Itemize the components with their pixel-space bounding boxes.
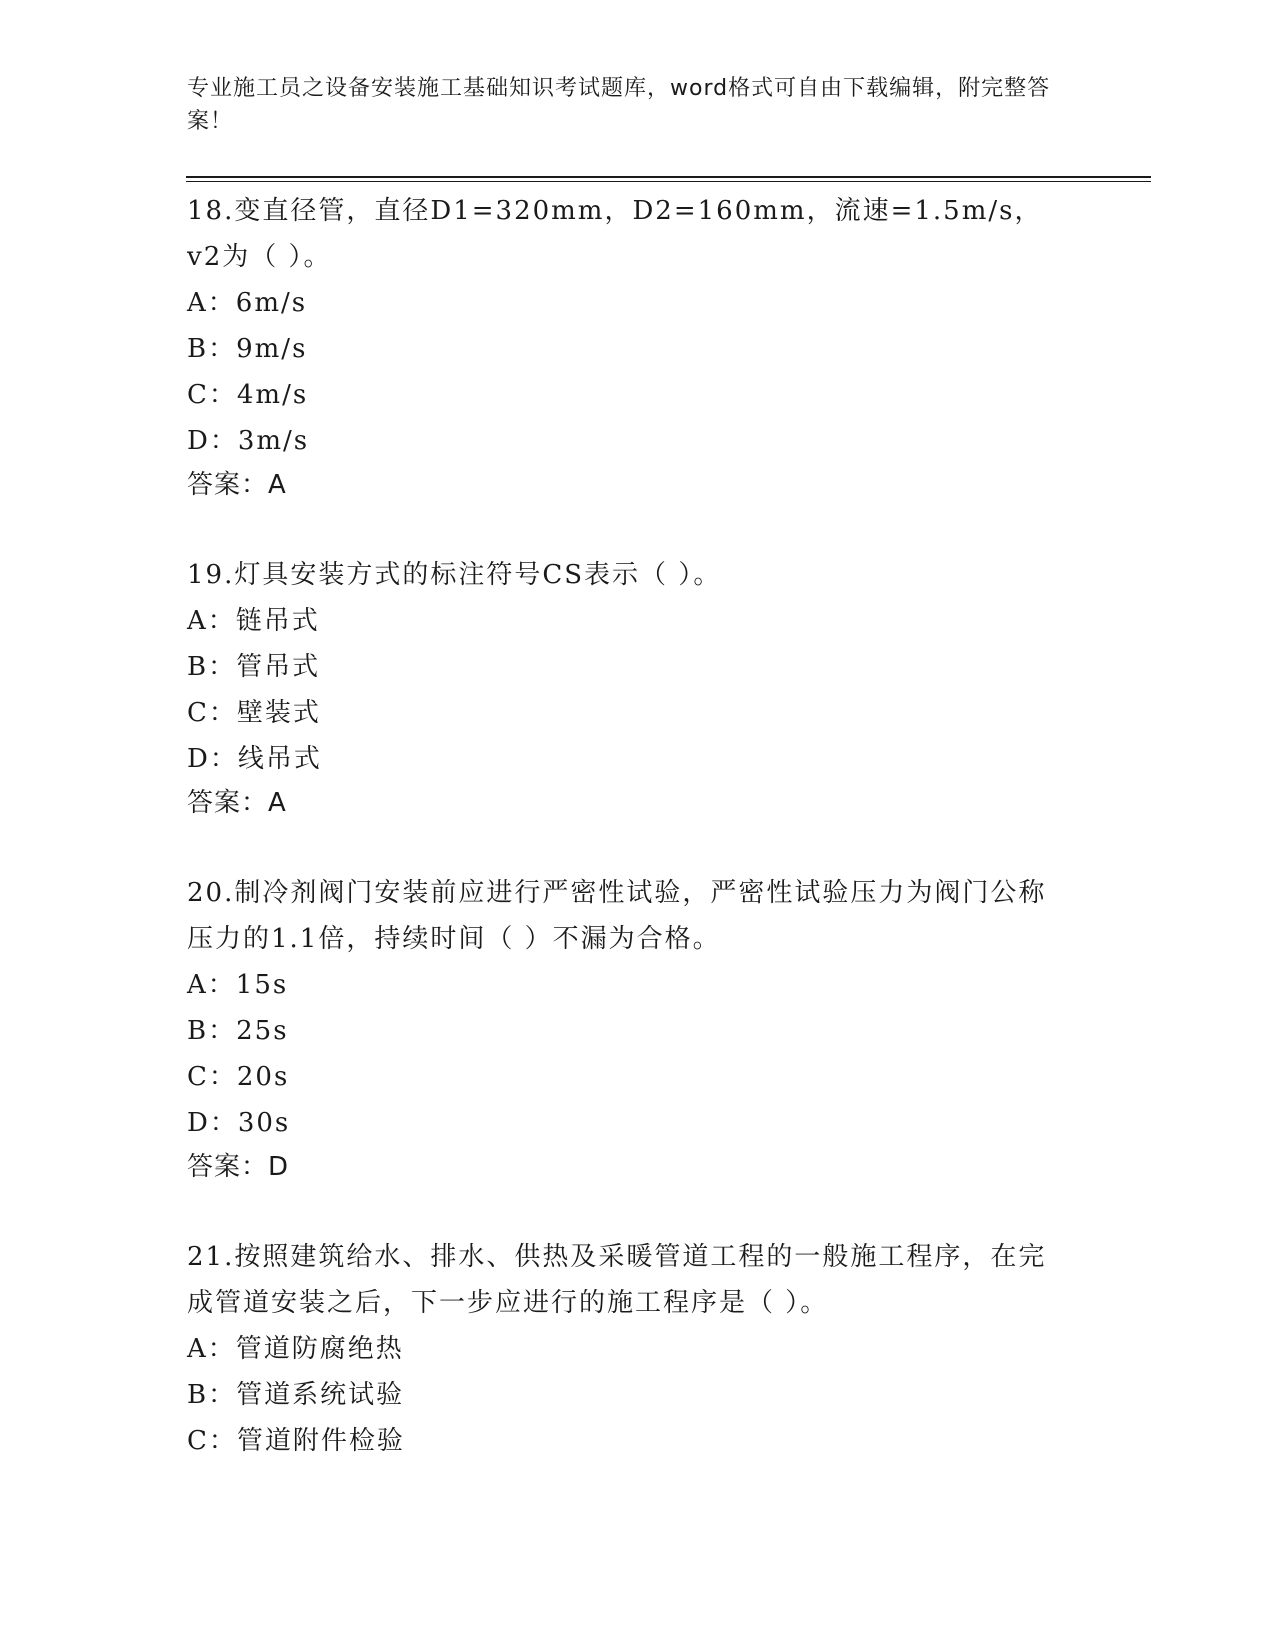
answer: 答案：D (187, 1152, 290, 1182)
option-d: D：线吊式 (187, 744, 322, 774)
header-divider-thin (186, 181, 1151, 182)
question-18 (187, 188, 1087, 506)
answer: 答案：A (187, 470, 287, 500)
option-b: B：管吊式 (187, 652, 321, 682)
answer: 答案：A (187, 788, 287, 818)
question-21 (187, 1234, 1087, 1464)
question-stem: 20.制冷剂阀门安装前应进行严密性试验，严密性试验压力为阀门公称压力的1.1倍，持续时间（ ）不漏为合格。 (187, 878, 1047, 954)
header-divider (186, 176, 1151, 178)
question-stem: 21.按照建筑给水、排水、供热及采暖管道工程的一般施工程序，在完成管道安装之后，下一步应进行的施工程序是（ ）。 (187, 1242, 1047, 1318)
question-stem: 18.变直径管，直径D1=320mm，D2=160mm，流速=1.5m/s，v2为（ ）。 (187, 196, 1043, 272)
option-c: C：4m/s (187, 380, 309, 410)
option-b: B：25s (187, 1016, 289, 1046)
option-c: C：管道附件检验 (187, 1426, 405, 1456)
option-b: B：9m/s (187, 334, 308, 364)
option-a: A：6m/s (187, 288, 308, 318)
question-stem: 19.灯具安装方式的标注符号CS表示（ ）。 (187, 560, 722, 590)
option-b: B：管道系统试验 (187, 1380, 405, 1410)
question-20 (187, 870, 1087, 1188)
option-a: A：链吊式 (187, 606, 320, 636)
option-c: C：20s (187, 1062, 290, 1092)
question-list (187, 188, 1087, 1510)
option-c: C：壁装式 (187, 698, 321, 728)
option-d: D：30s (187, 1108, 291, 1138)
document-header: 专业施工员之设备安装施工基础知识考试题库，word格式可自由下载编辑，附完整答案！ (187, 76, 1051, 134)
question-19 (187, 552, 1087, 824)
option-a: A：15s (187, 970, 289, 1000)
option-a: A：管道防腐绝热 (187, 1334, 404, 1364)
option-d: D：3m/s (187, 426, 310, 456)
